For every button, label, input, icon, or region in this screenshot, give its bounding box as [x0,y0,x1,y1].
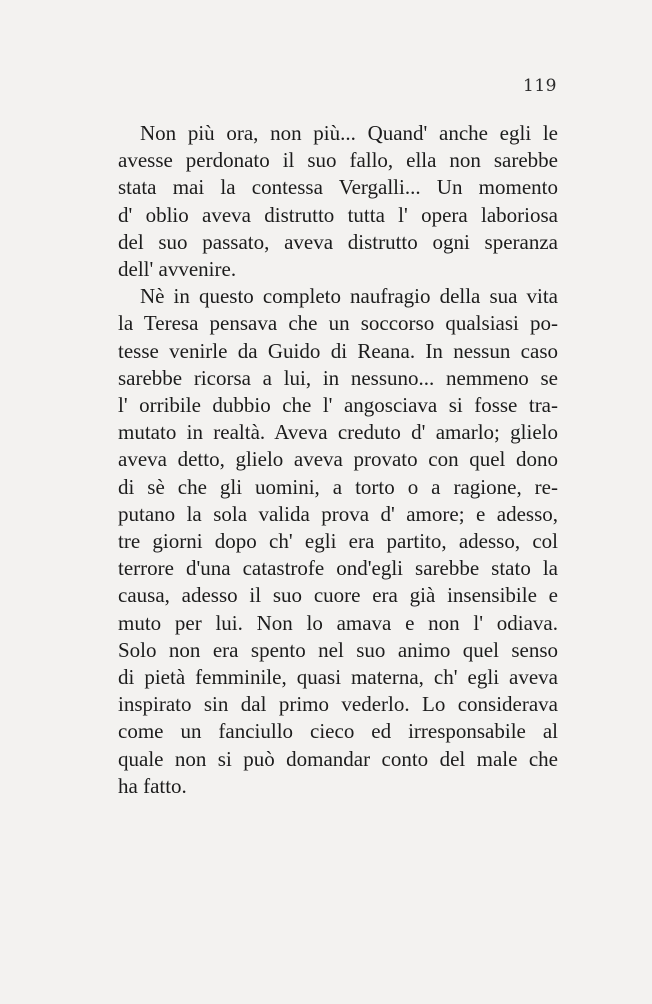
page-number: 119 [523,76,557,96]
paragraph-1 [118,120,558,283]
text-line: avesse perdonato il suo fallo, ella non sarebbe [118,148,558,173]
text-line: terrore d'una catastrofe ond'egli sarebbe stato la [118,556,558,581]
text-line: Solo non era spento nel suo animo quel senso [118,637,558,662]
text-line: putano la sola valida prova d' amore; e adesso, [118,501,558,526]
text-line: inspirato sin dal primo vederlo. Lo considerava [118,692,558,717]
text-line: sarebbe ricorsa a lui, in nessuno... nemmeno se [118,365,558,390]
text-line: d' oblio aveva distrutto tutta l' opera laboriosa [118,202,558,227]
text-line: la Teresa pensava che un soccorso qualsiasi po- [118,311,558,336]
text-line: Nè in questo completo naufragio della sua vita [140,284,558,309]
text-line: quale non si può domandar conto del male che [118,746,558,771]
text-line: stata mai la contessa Vergalli... Un momento [118,175,558,200]
text-line: l' orribile dubbio che l' angosciava si fosse tra- [118,393,558,418]
text-line: causa, adesso il suo cuore era già insensibile e [118,583,558,608]
text-line: tesse venirle da Guido di Reana. In nessun caso [118,338,558,363]
text-line: tre giorni dopo ch' egli era partito, adesso, col [118,529,558,554]
text-line: come un fanciullo cieco ed irresponsabile al [118,719,558,744]
text-line: ha fatto. [118,773,187,798]
text-line: muto per lui. Non lo amava e non l' odiava. [118,610,558,635]
paragraph-2 [118,283,558,800]
text-line: del suo passato, aveva distrutto ogni speranza [118,229,558,254]
text-line: aveva detto, glielo aveva provato con quel dono [118,447,558,472]
text-line: dell' avvenire. [118,257,237,282]
text-line: di sè che gli uomini, a torto o a ragione, re- [118,474,558,499]
body-text [118,120,558,800]
text-line: Non più ora, non più... Quand' anche egli le [140,121,558,145]
text-line: mutato in realtà. Aveva creduto d' amarlo; glielo [118,420,558,445]
text-line: di pietà femminile, quasi materna, ch' egli aveva [118,665,558,690]
